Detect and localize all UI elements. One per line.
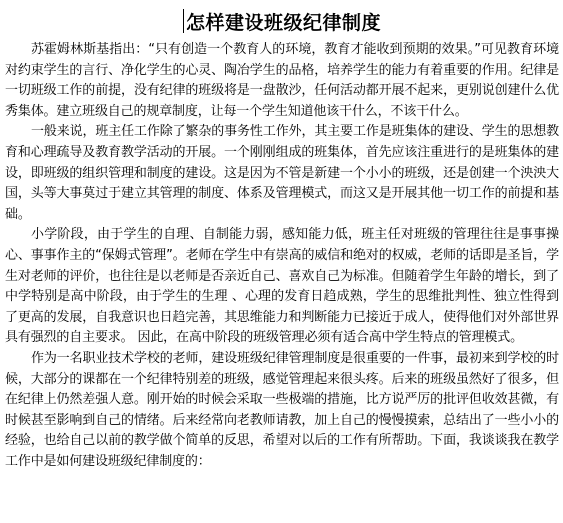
paragraph: 一般来说，班主任工作除了繁杂的事务性工作外，其主要工作是班集体的建设、学生的思想教育和心理疏导及教育教学活动的开展。一个刚刚组成的班集体，首先应该注重进行的是班集体的建设，即班级的组织管理和制度的建设。这是因为不管是新建一个小小的班级，还是创建一个泱泱大国，头等大事莫过于建立其管理的制度、体系及管理模式，而这又是开展其他一切工作的前提和基础。 xyxy=(5,124,559,222)
title-row xyxy=(5,8,559,38)
document-title: 怎样建设班级纪律制度 xyxy=(185,12,381,34)
paragraph: 苏霍姆林斯基指出：“只有创造一个教育人的环境，教育才能收到预期的效果。”可见教育环境对约束学生的言行、净化学生的心灵、陶冶学生的品格，培养学生的能力有着重要的作用。纪律是一切班级工作的前提，没有纪律的班级将是一盘散沙，任何活动都开展不起来，更别说创建什么优秀集体。建立班级自己的规章制度，让每一个学生知道他该干什么，不该干什么。 xyxy=(5,42,559,119)
paragraph: 小学阶段，由于学生的自理、自制能力弱，感知能力低，班主任对班级的管理往往是事事操心、事事作主的“保姆式管理”。老师在学生中有崇高的威信和绝对的权威，老师的话即是圣旨，学生对老师的评价，也往往是以老师是否亲近自己、喜欢自己为标准。但随着学生年龄的增长，到了中学特别是高中阶段，由于学生的生理 、心理的发育日趋成熟，学生的思维批判性、独立性得到了更高的发展，自我意识也日趋完善，其思维能力和判断能力已接近于成人，使得他们对外部世界具有强烈的自主要求。 因此，在高中阶段的班级管理必须有适合高中学生特点的管理模式。 xyxy=(5,227,559,346)
text-cursor xyxy=(183,9,184,33)
paragraph: 作为一名职业技术学校的老师，建设班级纪律管理制度是很重要的一件事，最初来到学校的时候，大部分的课都在一个纪律特别差的班级，感觉管理起来很头疼。后来的班级虽然好了很多，但在纪律上仍然差强人意。刚开始的时候会采取一些极端的措施，比方说严厉的批评但收效甚微，有时候甚至影响到自己的情绪。后来经常向老教师请教，加上自己的慢慢摸索，总结出了一些小小的经验，也给自己以前的教学做个简单的反思，希望对以后的工作有所帮助。下面，我谈谈我在教学工作中是如何建设班级纪律制度的： xyxy=(5,350,559,469)
